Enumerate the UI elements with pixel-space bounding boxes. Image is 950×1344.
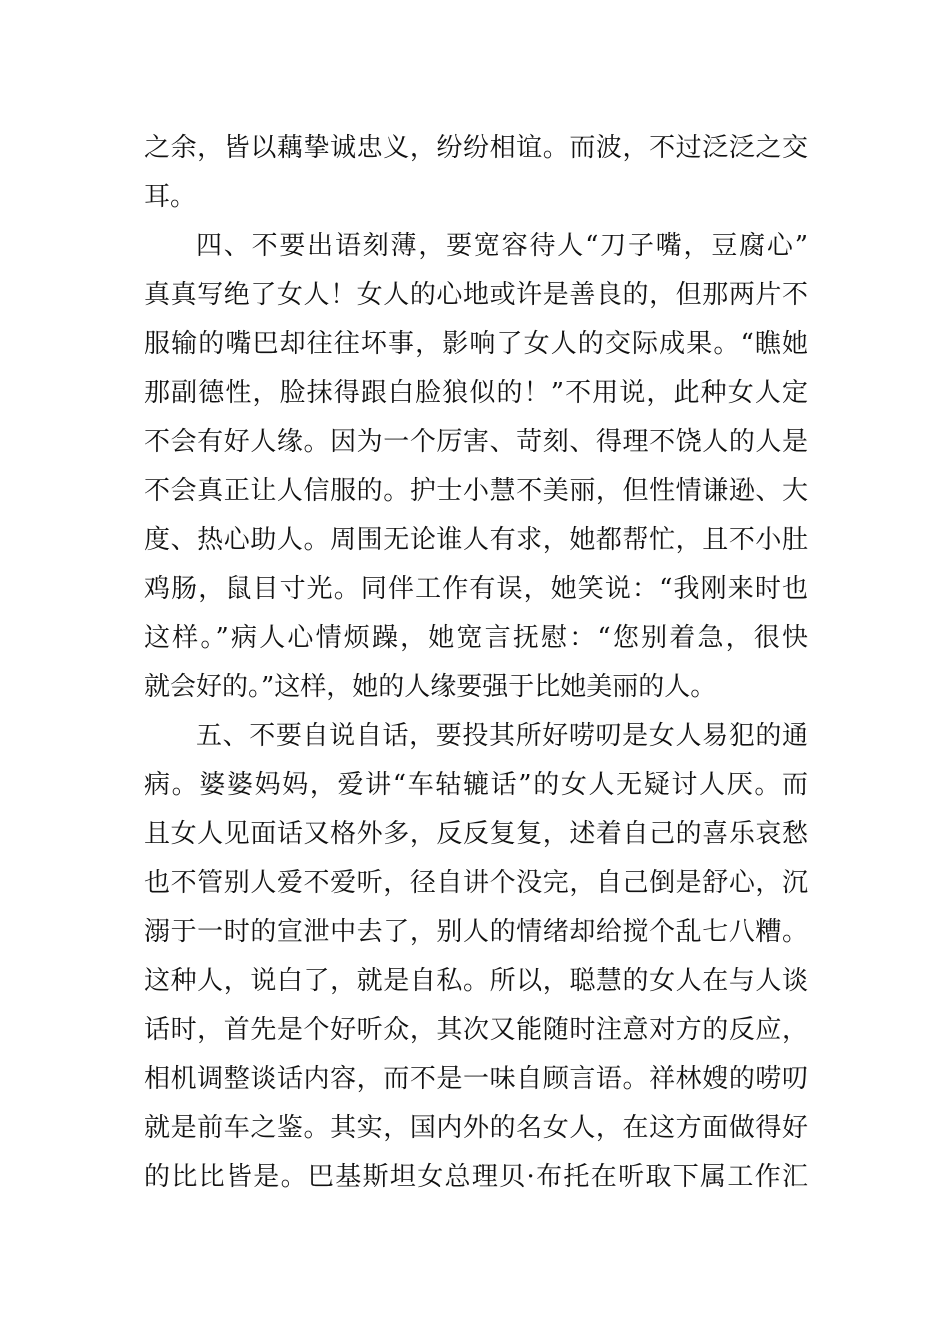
text-line: 这种人，说白了，就是自私。所以，聪慧的女人在与人谈 bbox=[144, 966, 808, 996]
paragraph-heading-line: 四、不要出语刻薄，要宽容待人“刀子嘴，豆腐心” bbox=[196, 231, 808, 261]
body-text bbox=[144, 124, 808, 1202]
text-line: 话时，首先是个好听众，其次又能随时注意对方的反应， bbox=[144, 1015, 808, 1045]
text-line: 就会好的。”这样，她的人缘要强于比她美丽的人。 bbox=[144, 672, 717, 702]
text-line: 之余，皆以藕挚诚忠义，纷纷相谊。而波，不过泛泛之交 bbox=[144, 133, 808, 163]
text-line: 度、热心助人。周围无论谁人有求，她都帮忙，且不小肚 bbox=[144, 525, 808, 555]
text-line: 不会有好人缘。因为一个厉害、苛刻、得理不饶人的人是 bbox=[144, 427, 808, 457]
text-line: 那副德性，脸抹得跟白脸狼似的！”不用说，此种女人定 bbox=[144, 378, 808, 408]
paragraph-heading-line: 五、不要自说自话，要投其所好唠叨是女人易犯的通 bbox=[196, 721, 808, 751]
text-line: 真真写绝了女人！女人的心地或许是善良的，但那两片不 bbox=[144, 280, 808, 310]
text-line: 这样。”病人心情烦躁，她宽言抚慰：“您别着急，很快 bbox=[144, 623, 808, 653]
text-line: 不会真正让人信服的。护士小慧不美丽，但性情谦逊、大 bbox=[144, 476, 808, 506]
text-line: 溺于一时的宣泄中去了，别人的情绪却给搅个乱七八糟。 bbox=[144, 917, 808, 947]
text-line: 且女人见面话又格外多，反反复复，述着自己的喜乐哀愁 bbox=[144, 819, 808, 849]
text-line: 耳。 bbox=[144, 182, 197, 212]
text-line: 病。婆婆妈妈，爱讲“车轱辘话”的女人无疑讨人厌。而 bbox=[144, 770, 808, 800]
text-line: 相机调整谈话内容，而不是一味自顾言语。祥林嫂的唠叨 bbox=[144, 1064, 808, 1094]
text-line: 的比比皆是。巴基斯坦女总理贝·布托在听取下属工作汇 bbox=[144, 1162, 808, 1192]
text-line: 服输的嘴巴却往往坏事，影响了女人的交际成果。“瞧她 bbox=[144, 329, 808, 359]
text-line: 鸡肠，鼠目寸光。同伴工作有误，她笑说：“我刚来时也 bbox=[144, 574, 808, 604]
text-line: 就是前车之鉴。其实，国内外的名女人，在这方面做得好 bbox=[144, 1113, 808, 1143]
text-line: 也不管别人爱不爱听，径自讲个没完，自己倒是舒心，沉 bbox=[144, 868, 808, 898]
